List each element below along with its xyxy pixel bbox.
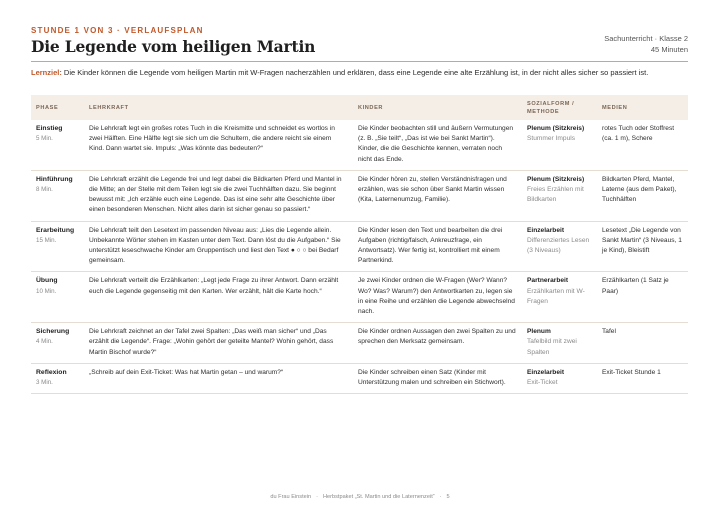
methode-name: Tafelbild mit zwei Spalten (527, 338, 577, 356)
sozialform-cell (522, 170, 597, 221)
learning-goal-label: Lernziel: (31, 68, 62, 77)
header-sozialform-line2: METHODE (527, 108, 560, 115)
page-footer (0, 494, 720, 500)
phase-cell (31, 120, 84, 170)
sozialform-cell (522, 363, 597, 393)
phase-cell (31, 323, 84, 364)
header-divider (31, 61, 688, 62)
medien-cell: rotes Tuch oder Stoffrest (ca. 1 m), Schere (597, 120, 688, 170)
table-row (31, 323, 688, 364)
lehrkraft-cell: Die Lehrkraft teilt den Lesetext im passenden Niveau aus: „Lies die Legende allein. Unbekannte Wörter stehen im Kasten unter dem Text. Dann löst du die Aufgaben.“ Sie unterstützt leseschwache Kinder am Gruppentisch und liest den Text ● ○ ○ bei Bedarf gemeinsam. (84, 221, 353, 272)
methode-name: Freies Erzählen mit Bildkarten (527, 186, 584, 204)
phase-cell (31, 363, 84, 393)
footer-title: Herbstpaket „St. Martin und die Laternenzeit“ (322, 494, 435, 500)
phase-name: Reflexion (36, 368, 67, 376)
table-row (31, 272, 688, 323)
table-row (31, 170, 688, 221)
medien-cell: Lesetext „Die Legende von Sankt Martin“ (3 Niveaus, 1 je Kind), Bleistift (597, 221, 688, 272)
phase-cell (31, 170, 84, 221)
sozialform-cell (522, 272, 597, 323)
lesson-meta (604, 33, 688, 55)
learning-goal-text: Die Kinder können die Legende vom heiligen Martin mit W-Fragen nacherzählen und erklären, dass eine Legende eine alte Erzählung ist, in der nicht alles sicher so passiert ist. (61, 68, 649, 77)
phase-name: Übung (36, 277, 58, 285)
phase-duration: 15 Min. (36, 236, 57, 244)
subject-label: Sachunterricht · Klasse 2 (604, 34, 688, 43)
phase-duration: 3 Min. (36, 379, 53, 387)
methode-name: Differenziertes Lesen (3 Niveaus) (527, 236, 590, 255)
sozialform-name: Plenum (527, 328, 551, 336)
sozialform-cell (522, 323, 597, 364)
header-lehrkraft: LEHRKRAFT (84, 95, 353, 120)
phase-name: Einstieg (36, 125, 63, 132)
methode-name: Stummer Impuls (527, 135, 575, 143)
footer-author: du Frau Einstein (270, 494, 312, 500)
methode-name: Erzählkarten mit W-Fragen (527, 287, 585, 305)
header-phase: PHASE (31, 95, 84, 120)
phase-cell (31, 272, 84, 323)
kinder-cell: Die Kinder ordnen Aussagen den zwei Spalten zu und sprechen den Merksatz gemeinsam. (353, 323, 522, 364)
sozialform-cell (522, 120, 597, 170)
header-medien: MEDIEN (597, 95, 688, 120)
sozialform-cell (522, 221, 597, 272)
phase-name: Erarbeitung (36, 226, 75, 234)
page-number: 5 (446, 494, 450, 500)
phase-cell (31, 221, 84, 272)
phase-duration: 5 Min. (36, 135, 53, 143)
page-title: Die Legende vom heiligen Martin (31, 37, 316, 56)
sozialform-name: Plenum (Sitzkreis) (527, 125, 585, 132)
phase-duration: 10 Min. (36, 287, 57, 295)
medien-cell: Bildkarten Pferd, Mantel, Laterne (aus dem Paket), Tuchhälften (597, 170, 688, 221)
header-sozialform-line1: SOZIALFORM / (527, 100, 575, 107)
methode-name: Exit-Ticket (527, 379, 558, 387)
lehrkraft-cell: Die Lehrkraft legt ein großes rotes Tuch in die Kreismitte und schneidet es wortlos in zwei Hälften. Eine Hälfte legt sie sich um die Schultern, die andere reicht sie einem Kind. Dann wartet sie. Impuls: „Was könnte das bedeuten?“ (84, 120, 353, 170)
header-sozialform (522, 95, 597, 120)
lehrkraft-cell: Die Lehrkraft zeichnet an der Tafel zwei Spalten: „Das weiß man sicher“ und „Das erzählt die Legende“. Frage: „Wohin gehört der geteilte Mantel? Wohin gehört, dass Martin Bischof wurde?“ (84, 323, 353, 364)
header-kinder: KINDER (353, 95, 522, 120)
table-row (31, 363, 688, 393)
footer-separator: · (439, 494, 442, 500)
footer-separator: · (316, 494, 318, 500)
table-row (31, 221, 688, 272)
lehrkraft-cell: „Schreib auf dein Exit-Ticket: Was hat Martin getan – und warum?“ (84, 363, 353, 393)
table-row (31, 120, 688, 170)
sozialform-name: Einzelarbeit (527, 368, 565, 376)
table-header-row (31, 95, 688, 120)
kinder-cell: Die Kinder beobachten still und äußern Vermutungen (z. B. „Sie teilt“, „Das ist wie bei Sankt Martin“). Kinder, die die Geschichte kennen, verraten noch nicht das Ende. (353, 120, 522, 170)
sozialform-name: Partnerarbeit (527, 277, 569, 285)
lesson-kicker: STUNDE 1 VON 3 · VERLAUFSPLAN (31, 26, 204, 35)
medien-cell: Tafel (597, 323, 688, 364)
lesson-plan-table (31, 95, 688, 394)
lehrkraft-cell: Die Lehrkraft erzählt die Legende frei und legt dabei die Bildkarten Pferd und Mantel in die Mitte; an der Stelle mit dem Teilen legt sie die zwei Tuchhälften dazu. Sie beginnt bewusst mit: „Ich erzähle euch eine Legende. Das ist eine sehr alte Geschichte über einen besonderen Menschen. Nicht alles darin ist sicher genau so passiert.“ (84, 170, 353, 221)
kinder-cell: Die Kinder lesen den Text und bearbeiten die drei Aufgaben (richtig/falsch, Ankreuzfrage, ein Antwortsatz). Wer fertig ist, kontrolliert mit einem Partnerkind. (353, 221, 522, 272)
kinder-cell: Die Kinder hören zu, stellen Verständnisfragen und erzählen, was sie schon über Sankt Martin wissen (Kita, Laternenumzug, Familie). (353, 170, 522, 221)
phase-duration: 4 Min. (36, 338, 53, 346)
phase-name: Sicherung (36, 328, 70, 336)
sozialform-name: Plenum (Sitzkreis) (527, 175, 585, 183)
kinder-cell: Die Kinder schreiben einen Satz (Kinder mit Unterstützung malen und schreiben ein Stichwort). (353, 363, 522, 393)
learning-goal (31, 68, 691, 78)
duration-label: 45 Minuten (650, 45, 688, 54)
lehrkraft-cell: Die Lehrkraft verteilt die Erzählkarten: „Legt jede Frage zu ihrer Antwort. Dann erzählt euch die Legende gegenseitig mit den Karten. Wer erzählt, hält die Karte hoch.“ (84, 272, 353, 323)
phase-duration: 8 Min. (36, 186, 53, 194)
phase-name: Hinführung (36, 175, 73, 183)
medien-cell: Erzählkarten (1 Satz je Paar) (597, 272, 688, 323)
kinder-cell: Je zwei Kinder ordnen die W-Fragen (Wer? Wann? Wo? Was? Warum?) den Antwortkarten zu, legen sie in eine Reihe und erzählen die Legende abwechselnd nach. (353, 272, 522, 323)
sozialform-name: Einzelarbeit (527, 226, 565, 234)
medien-cell: Exit-Ticket Stunde 1 (597, 363, 688, 393)
